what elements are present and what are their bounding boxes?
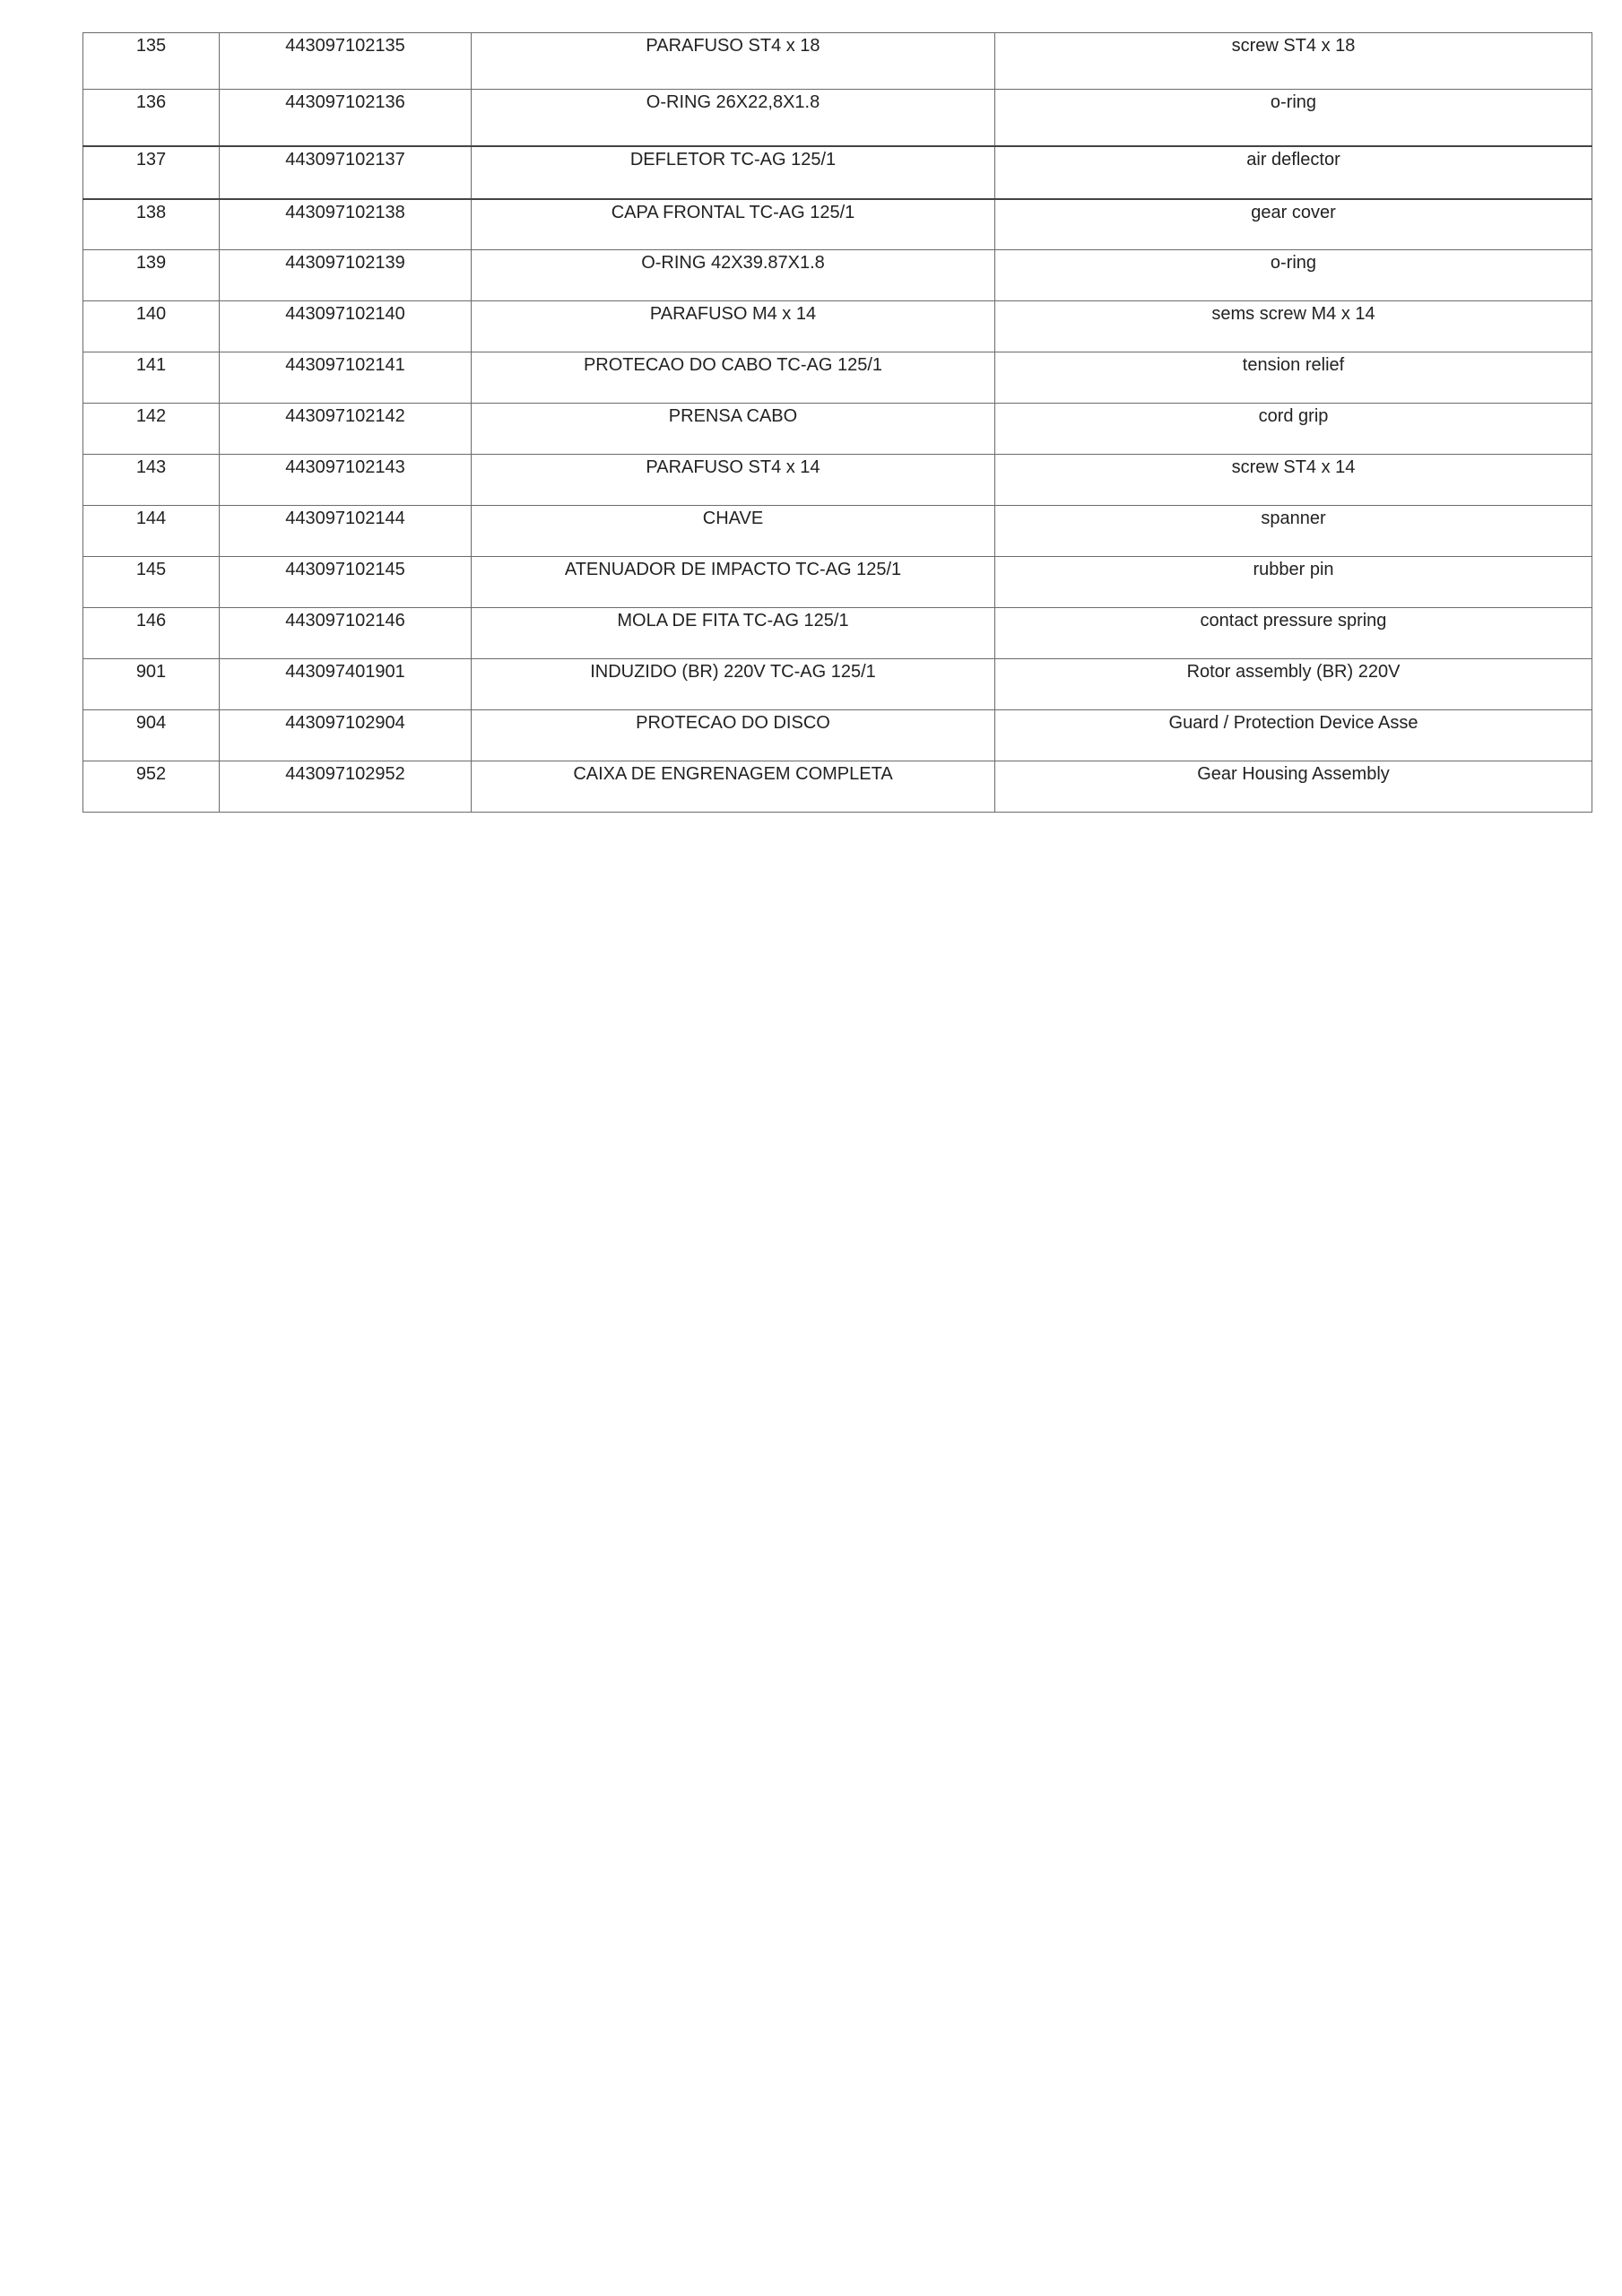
table-row [83,608,1592,659]
item-number-cell: 145 [83,557,220,608]
description-pt-cell: MOLA DE FITA TC-AG 125/1 [472,608,995,659]
part-code-cell: 443097102952 [220,761,472,813]
description-pt-cell: PRENSA CABO [472,404,995,455]
description-pt-cell: PROTECAO DO DISCO [472,710,995,761]
description-pt-cell: PARAFUSO M4 x 14 [472,301,995,352]
description-pt-cell: CAIXA DE ENGRENAGEM COMPLETA [472,761,995,813]
item-number-cell: 146 [83,608,220,659]
part-code-cell: 443097102143 [220,455,472,506]
item-number-cell: 138 [83,199,220,250]
item-number-cell: 140 [83,301,220,352]
description-en-cell: screw ST4 x 18 [995,33,1592,90]
item-number-cell: 137 [83,146,220,199]
description-en-cell: tension relief [995,352,1592,404]
item-number-cell: 904 [83,710,220,761]
description-en-cell: o-ring [995,90,1592,146]
part-code-cell: 443097102141 [220,352,472,404]
description-en-cell: cord grip [995,404,1592,455]
description-en-cell: Guard / Protection Device Asse [995,710,1592,761]
item-number-cell: 901 [83,659,220,710]
parts-table-body [83,33,1592,813]
description-pt-cell: O-RING 42X39.87X1.8 [472,250,995,301]
part-code-cell: 443097102137 [220,146,472,199]
parts-table [82,32,1592,813]
table-row [83,250,1592,301]
item-number-cell: 139 [83,250,220,301]
description-en-cell: contact pressure spring [995,608,1592,659]
part-code-cell: 443097401901 [220,659,472,710]
part-code-cell: 443097102146 [220,608,472,659]
table-row [83,301,1592,352]
description-pt-cell: PROTECAO DO CABO TC-AG 125/1 [472,352,995,404]
item-number-cell: 135 [83,33,220,90]
item-number-cell: 952 [83,761,220,813]
item-number-cell: 136 [83,90,220,146]
item-number-cell: 141 [83,352,220,404]
item-number-cell: 143 [83,455,220,506]
part-code-cell: 443097102145 [220,557,472,608]
table-row [83,199,1592,250]
table-row [83,33,1592,90]
description-pt-cell: PARAFUSO ST4 x 14 [472,455,995,506]
table-row [83,557,1592,608]
description-en-cell: Rotor assembly (BR) 220V [995,659,1592,710]
description-en-cell: spanner [995,506,1592,557]
part-code-cell: 443097102144 [220,506,472,557]
description-pt-cell: PARAFUSO ST4 x 18 [472,33,995,90]
part-code-cell: 443097102140 [220,301,472,352]
part-code-cell: 443097102904 [220,710,472,761]
table-row [83,506,1592,557]
part-code-cell: 443097102139 [220,250,472,301]
description-pt-cell: DEFLETOR TC-AG 125/1 [472,146,995,199]
description-pt-cell: O-RING 26X22,8X1.8 [472,90,995,146]
description-en-cell: o-ring [995,250,1592,301]
item-number-cell: 142 [83,404,220,455]
description-pt-cell: ATENUADOR DE IMPACTO TC-AG 125/1 [472,557,995,608]
table-row [83,659,1592,710]
item-number-cell: 144 [83,506,220,557]
part-code-cell: 443097102138 [220,199,472,250]
description-pt-cell: CHAVE [472,506,995,557]
description-en-cell: sems screw M4 x 14 [995,301,1592,352]
table-row [83,710,1592,761]
part-code-cell: 443097102135 [220,33,472,90]
description-en-cell: screw ST4 x 14 [995,455,1592,506]
description-en-cell: Gear Housing Assembly [995,761,1592,813]
table-row [83,455,1592,506]
table-row [83,761,1592,813]
description-pt-cell: INDUZIDO (BR) 220V TC-AG 125/1 [472,659,995,710]
part-code-cell: 443097102136 [220,90,472,146]
table-row [83,90,1592,146]
description-pt-cell: CAPA FRONTAL TC-AG 125/1 [472,199,995,250]
table-row [83,352,1592,404]
description-en-cell: gear cover [995,199,1592,250]
table-row [83,404,1592,455]
description-en-cell: rubber pin [995,557,1592,608]
description-en-cell: air deflector [995,146,1592,199]
table-row [83,146,1592,199]
part-code-cell: 443097102142 [220,404,472,455]
